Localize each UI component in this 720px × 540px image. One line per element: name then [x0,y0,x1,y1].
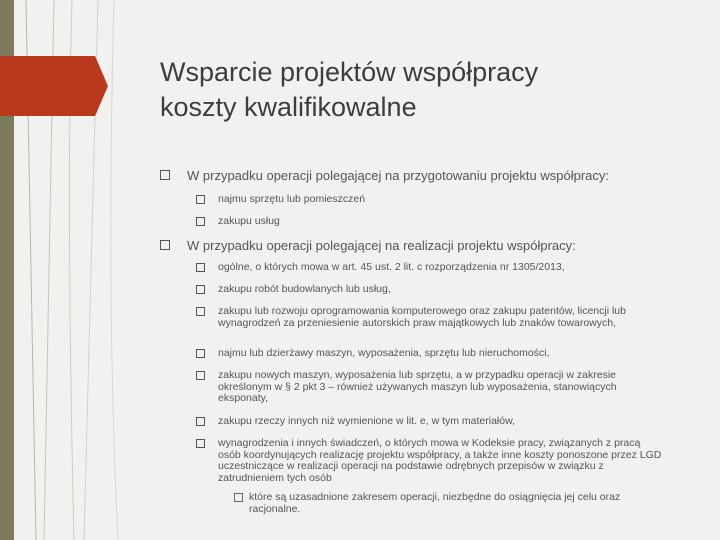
title-accent-arrow [0,56,108,116]
list-item: najmu sprzętu lub pomieszczeń [196,194,666,206]
checkbox-icon [196,371,205,380]
checkbox-icon [196,439,205,448]
bullet-1 [160,168,609,183]
sub-list-item: które są uzasadnione zakresem operacji, niezbędne do osiągnięcia jej celu oraz racjonalne. [234,492,654,515]
checkbox-icon [196,349,205,358]
list-item: najmu lub dzierżawy maszyn, wyposażenia, sprzętu lub nieruchomości, [196,348,666,360]
checkbox-icon [196,263,205,272]
checkbox-icon [196,195,205,204]
bullet-1-text: W przypadku operacji polegającej na przygotowaniu projektu współpracy: [187,168,610,183]
checkbox-icon [160,240,170,250]
checkbox-icon [196,307,205,316]
checkbox-icon [196,285,205,294]
bullet-2 [160,238,576,253]
slide-title [160,55,680,125]
title-line-2: koszty kwalifikowalne [160,92,417,122]
checkbox-icon [196,417,205,426]
list-item: zakupu rzeczy innych niż wymienione w lit. e, w tym materiałów, [196,416,666,428]
bullet-2-text: W przypadku operacji polegającej na realizacji projektu współpracy: [187,238,576,253]
list-item: zakupu nowych maszyn, wyposażenia lub sprzętu, a w przypadku operacji w zakresie określonym w § 2 pkt 3 – również używanych maszyn lub wyposażenia, stanowiących eksponaty, [196,370,666,405]
list-item: ogólne, o których mowa w art. 45 ust. 2 lit. c rozporządzenia nr 1305/2013, [196,262,666,274]
checkbox-icon [196,217,205,226]
list-item: zakupu robót budowlanych lub usług, [196,284,666,296]
title-line-1: Wsparcie projektów współpracy [160,57,539,87]
list-item: zakupu usług [196,216,666,228]
checkbox-icon [160,170,170,180]
list-item: zakupu lub rozwoju oprogramowania komputerowego oraz zakupu patentów, licencji lub wynagrodzeń za przeniesienie autorskich praw majątkowych lub znaków towarowych, [196,306,666,329]
list-item: wynagrodzenia i innych świadczeń, o których mowa w Kodeksie pracy, związanych z pracą osób koordynujących realizację projektu współpracy, a także inne koszty ponoszone przez LGD uczestniczące w realizacji operacji na podstawie odrębnych przepisów w związku z zatrudnieniem tych osób [196,438,666,484]
checkbox-icon [234,493,243,502]
